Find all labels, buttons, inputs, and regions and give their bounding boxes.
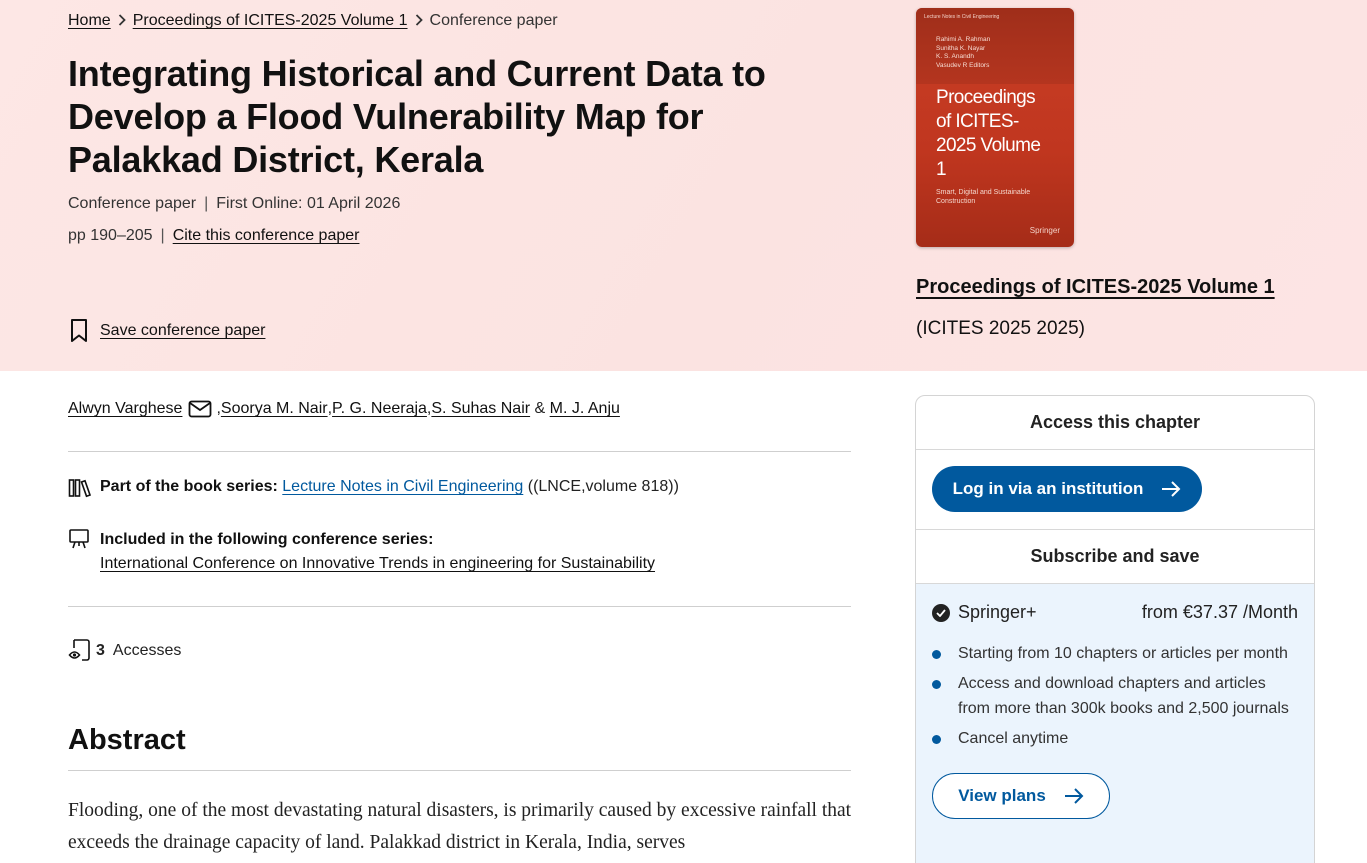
feature-text: Starting from 10 chapters or articles per month — [958, 645, 1288, 662]
abstract-text: Flooding, one of the most devastating natural disasters, is primarily caused by excessive rainfall that exceeds the drainage capacity of land. Palakkad district in Kerala, India, serves — [68, 800, 852, 853]
bullet-icon — [932, 735, 941, 744]
author-separator: , — [327, 400, 333, 417]
breadcrumb-current: Conference paper — [429, 12, 558, 29]
author-link[interactable]: Soorya M. Nair — [220, 400, 328, 417]
divider: | — [160, 227, 165, 244]
accesses-label: Accesses — [112, 642, 182, 659]
conference-series-row — [68, 528, 655, 576]
eye-document-icon — [68, 638, 92, 664]
book-series-row — [68, 478, 679, 503]
bullet-icon — [932, 650, 941, 659]
author-link[interactable]: P. G. Neeraja — [332, 400, 427, 417]
email-icon[interactable] — [188, 400, 212, 418]
author-separator: , — [426, 400, 432, 417]
article-type: Conference paper — [68, 195, 197, 212]
cover-subtitle: Smart, Digital and Sustainable Construction — [936, 189, 1031, 205]
breadcrumb-home-link[interactable]: Home — [68, 12, 111, 29]
cover-editor: Vasudev R Editors — [936, 61, 990, 69]
institution-login-label: Log in via an institution — [952, 479, 1144, 498]
cover-series: Lecture Notes in Civil Engineering — [924, 14, 1000, 20]
bullet-icon — [932, 680, 941, 689]
book-title-link[interactable]: Proceedings of ICITES-2025 Volume 1 — [916, 276, 1275, 298]
book-series-volume: ((LNCE,volume 818)) — [527, 478, 679, 495]
login-section — [916, 450, 1314, 530]
view-plans-button[interactable] — [932, 773, 1110, 819]
breadcrumb-book-link[interactable]: Proceedings of ICITES-2025 Volume 1 — [132, 12, 408, 29]
chevron-right-icon — [111, 14, 133, 29]
author-separator: & — [530, 400, 550, 417]
subscribe-heading: Subscribe and save — [916, 530, 1314, 584]
cover-editors — [924, 36, 1066, 70]
save-button[interactable] — [68, 318, 265, 344]
access-panel — [915, 395, 1315, 863]
author-link[interactable]: S. Suhas Nair — [431, 400, 531, 417]
book-series-label: Part of the book series: — [100, 478, 278, 495]
institution-login-button[interactable] — [932, 466, 1202, 512]
feature-item — [932, 671, 1298, 722]
author-list — [68, 400, 620, 418]
feature-item — [932, 726, 1298, 752]
accesses-metric — [68, 638, 181, 664]
plan-features — [932, 641, 1298, 751]
access-heading: Access this chapter — [916, 396, 1314, 450]
plan-name: Springer+ — [958, 602, 1037, 622]
plan-price: from €37.37 /Month — [1141, 602, 1298, 622]
divider — [68, 606, 851, 607]
divider — [68, 770, 851, 771]
bookmark-icon — [68, 318, 90, 344]
feature-text: Cancel anytime — [958, 729, 1069, 747]
plan-row — [932, 602, 1298, 623]
cover-editor: K. S. Anandh — [936, 53, 974, 60]
breadcrumb — [68, 12, 558, 30]
page-title: Integrating Historical and Current Data to Develop a Flood Vulnerability Map for Palakkad District, Kerala — [68, 53, 766, 180]
cover-editor: Rahimi A. Rahman — [936, 36, 991, 43]
cover-title: Proceedings of ICITES-2025 Volume 1 — [936, 87, 1041, 180]
page-range: pp 190–205 — [68, 227, 153, 244]
cite-link[interactable]: Cite this conference paper — [172, 227, 360, 244]
cover-publisher: Springer — [1029, 226, 1060, 235]
book-conference: (ICITES 2025 2025) — [916, 318, 1085, 339]
cover-header — [916, 8, 1074, 84]
author-link[interactable]: Alwyn Varghese — [68, 400, 183, 417]
view-plans-label: View plans — [958, 786, 1046, 805]
books-icon — [68, 478, 100, 503]
feature-item — [932, 641, 1298, 667]
cover-editor: Sunitha K. Nayar — [936, 44, 986, 52]
save-label: Save conference paper — [100, 322, 266, 339]
arrow-right-icon — [1064, 787, 1084, 805]
book-series-link[interactable]: Lecture Notes in Civil Engineering — [282, 478, 524, 495]
divider: | — [204, 195, 209, 212]
springer-plus-plan — [916, 584, 1314, 863]
conference-series-link[interactable]: International Conference on Innovative Trends in engineering for Sustainability — [100, 555, 656, 572]
first-online-date: First Online: 01 April 2026 — [216, 195, 401, 212]
book-cover-image[interactable] — [916, 8, 1074, 247]
author-link[interactable]: M. J. Anju — [549, 400, 620, 417]
divider — [68, 451, 851, 452]
conference-series-label: Included in the following conference series: — [100, 531, 434, 548]
abstract-heading: Abstract — [68, 724, 186, 756]
article-pages-row — [68, 227, 359, 245]
chevron-right-icon — [408, 14, 430, 29]
check-circle-icon — [932, 604, 950, 622]
arrow-right-icon — [1161, 480, 1181, 498]
accesses-count: 3 — [96, 642, 105, 659]
article-meta — [68, 195, 400, 213]
feature-text: Access and download chapters and articles from more than 300k books and 2,500 journals — [958, 674, 1289, 717]
presentation-icon — [68, 528, 100, 576]
hero-banner — [0, 0, 1367, 371]
author-separator: , — [216, 400, 221, 417]
